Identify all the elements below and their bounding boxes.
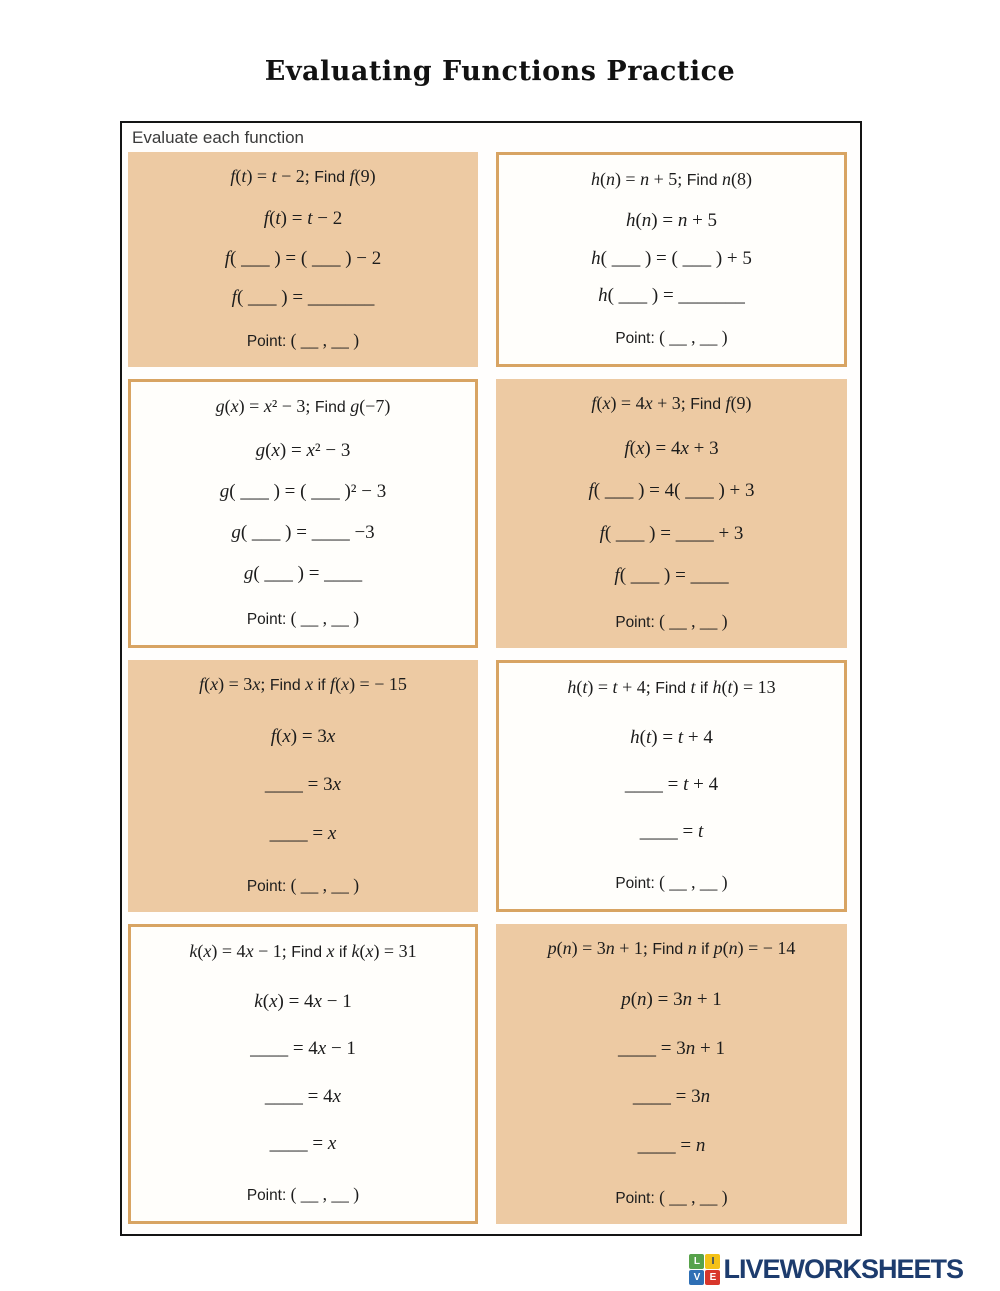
work-step-line: f(x) = 3x xyxy=(270,725,336,747)
work-step-line: ____ = 3n xyxy=(632,1086,711,1108)
logo-tile: L xyxy=(689,1254,704,1269)
problem-header: h(t) = t + 4; Find t if h(t) = 13 xyxy=(567,677,776,697)
instructions-label: Evaluate each function xyxy=(132,128,305,147)
work-steps xyxy=(507,190,836,327)
point-answer-line: Point: ( __ , __ ) xyxy=(246,608,360,628)
problem-cell xyxy=(496,924,847,1224)
liveworksheets-logo[interactable] xyxy=(689,1254,963,1285)
work-step-line: ____ = t + 4 xyxy=(624,774,719,795)
work-step-line: ____ = 3n + 1 xyxy=(618,1037,725,1059)
work-step-line: h( ___ ) = ( ___ ) + 5 xyxy=(591,247,752,269)
work-step-line: g(x) = x² − 3 xyxy=(255,440,351,461)
point-answer-line: Point: ( __ , __ ) xyxy=(246,330,360,350)
work-step-line: f( ___ ) = 4( ___ ) + 3 xyxy=(588,480,755,502)
work-step-line: g( ___ ) = ____ xyxy=(243,563,363,584)
problem-header: f(t) = t − 2; Find f(9) xyxy=(230,166,376,186)
work-step-line: h(t) = t + 4 xyxy=(630,727,713,748)
work-step-line: f( ___ ) = ____ xyxy=(614,564,729,586)
work-step-line: f( ___ ) = ____ + 3 xyxy=(599,522,744,544)
problem-header: k(x) = 4x − 1; Find x if k(x) = 31 xyxy=(189,941,417,961)
worksheet-frame xyxy=(120,121,862,1236)
work-steps xyxy=(507,698,836,872)
logo-tile: I xyxy=(705,1254,720,1269)
page-title: Evaluating Functions Practice xyxy=(264,56,736,87)
work-steps xyxy=(136,187,470,330)
work-step-line: h(n) = n + 5 xyxy=(625,209,718,231)
liveworksheets-logo-text: LIVEWORKSHEETS xyxy=(723,1254,963,1284)
problem-cell xyxy=(496,379,847,648)
work-step-line: ____ = 4x xyxy=(264,1085,342,1107)
work-step-line: ____ = 4x − 1 xyxy=(250,1038,356,1060)
point-answer-line: Point: ( __ , __ ) xyxy=(615,872,728,892)
work-step-line: f(t) = t − 2 xyxy=(263,208,343,230)
work-step-line: ____ = x xyxy=(269,822,337,844)
problem-header: f(x) = 4x + 3; Find f(9) xyxy=(591,393,752,413)
problem-header: g(x) = x² − 3; Find g(−7) xyxy=(215,396,391,416)
work-step-line: ____ = x xyxy=(269,1132,337,1154)
work-steps xyxy=(504,959,839,1187)
point-answer-line: Point: ( __ , __ ) xyxy=(615,1187,728,1207)
liveworksheets-logo-icon xyxy=(689,1254,720,1285)
problem-cell xyxy=(496,152,847,367)
work-step-line: g( ___ ) = ____ −3 xyxy=(231,522,375,543)
problem-header: p(n) = 3n + 1; Find n if p(n) = − 14 xyxy=(547,938,796,958)
work-step-line: h( ___ ) = _______ xyxy=(598,285,745,307)
work-step-line: ____ = t xyxy=(639,821,704,842)
problems-grid xyxy=(128,152,847,1224)
point-answer-line: Point: ( __ , __ ) xyxy=(246,1184,360,1204)
work-step-line: p(n) = 3n + 1 xyxy=(621,989,722,1011)
point-answer-line: Point: ( __ , __ ) xyxy=(246,875,360,895)
work-step-line: f( ___ ) = _______ xyxy=(231,286,375,308)
problem-header: f(x) = 3x; Find x if f(x) = − 15 xyxy=(199,674,407,694)
problem-cell xyxy=(496,660,847,912)
point-answer-line: Point: ( __ , __ ) xyxy=(615,611,728,631)
work-step-line: f(x) = 4x + 3 xyxy=(624,438,719,460)
work-steps xyxy=(139,417,467,608)
point-answer-line: Point: ( __ , __ ) xyxy=(615,327,728,347)
work-steps xyxy=(136,695,470,875)
work-steps xyxy=(139,962,467,1184)
problem-cell xyxy=(128,379,478,648)
problem-cell xyxy=(128,924,478,1224)
work-step-line: ____ = n xyxy=(637,1134,706,1156)
work-steps xyxy=(504,414,839,611)
work-step-line: ____ = 3x xyxy=(264,774,342,795)
problem-cell xyxy=(128,660,478,912)
logo-tile: V xyxy=(689,1270,704,1285)
logo-tile: E xyxy=(705,1270,720,1285)
work-step-line: f( ___ ) = ( ___ ) − 2 xyxy=(224,247,382,269)
problem-cell xyxy=(128,152,478,367)
work-step-line: k(x) = 4x − 1 xyxy=(254,991,352,1013)
work-step-line: g( ___ ) = ( ___ )² − 3 xyxy=(219,481,387,502)
problem-header: h(n) = n + 5; Find n(8) xyxy=(590,169,753,189)
